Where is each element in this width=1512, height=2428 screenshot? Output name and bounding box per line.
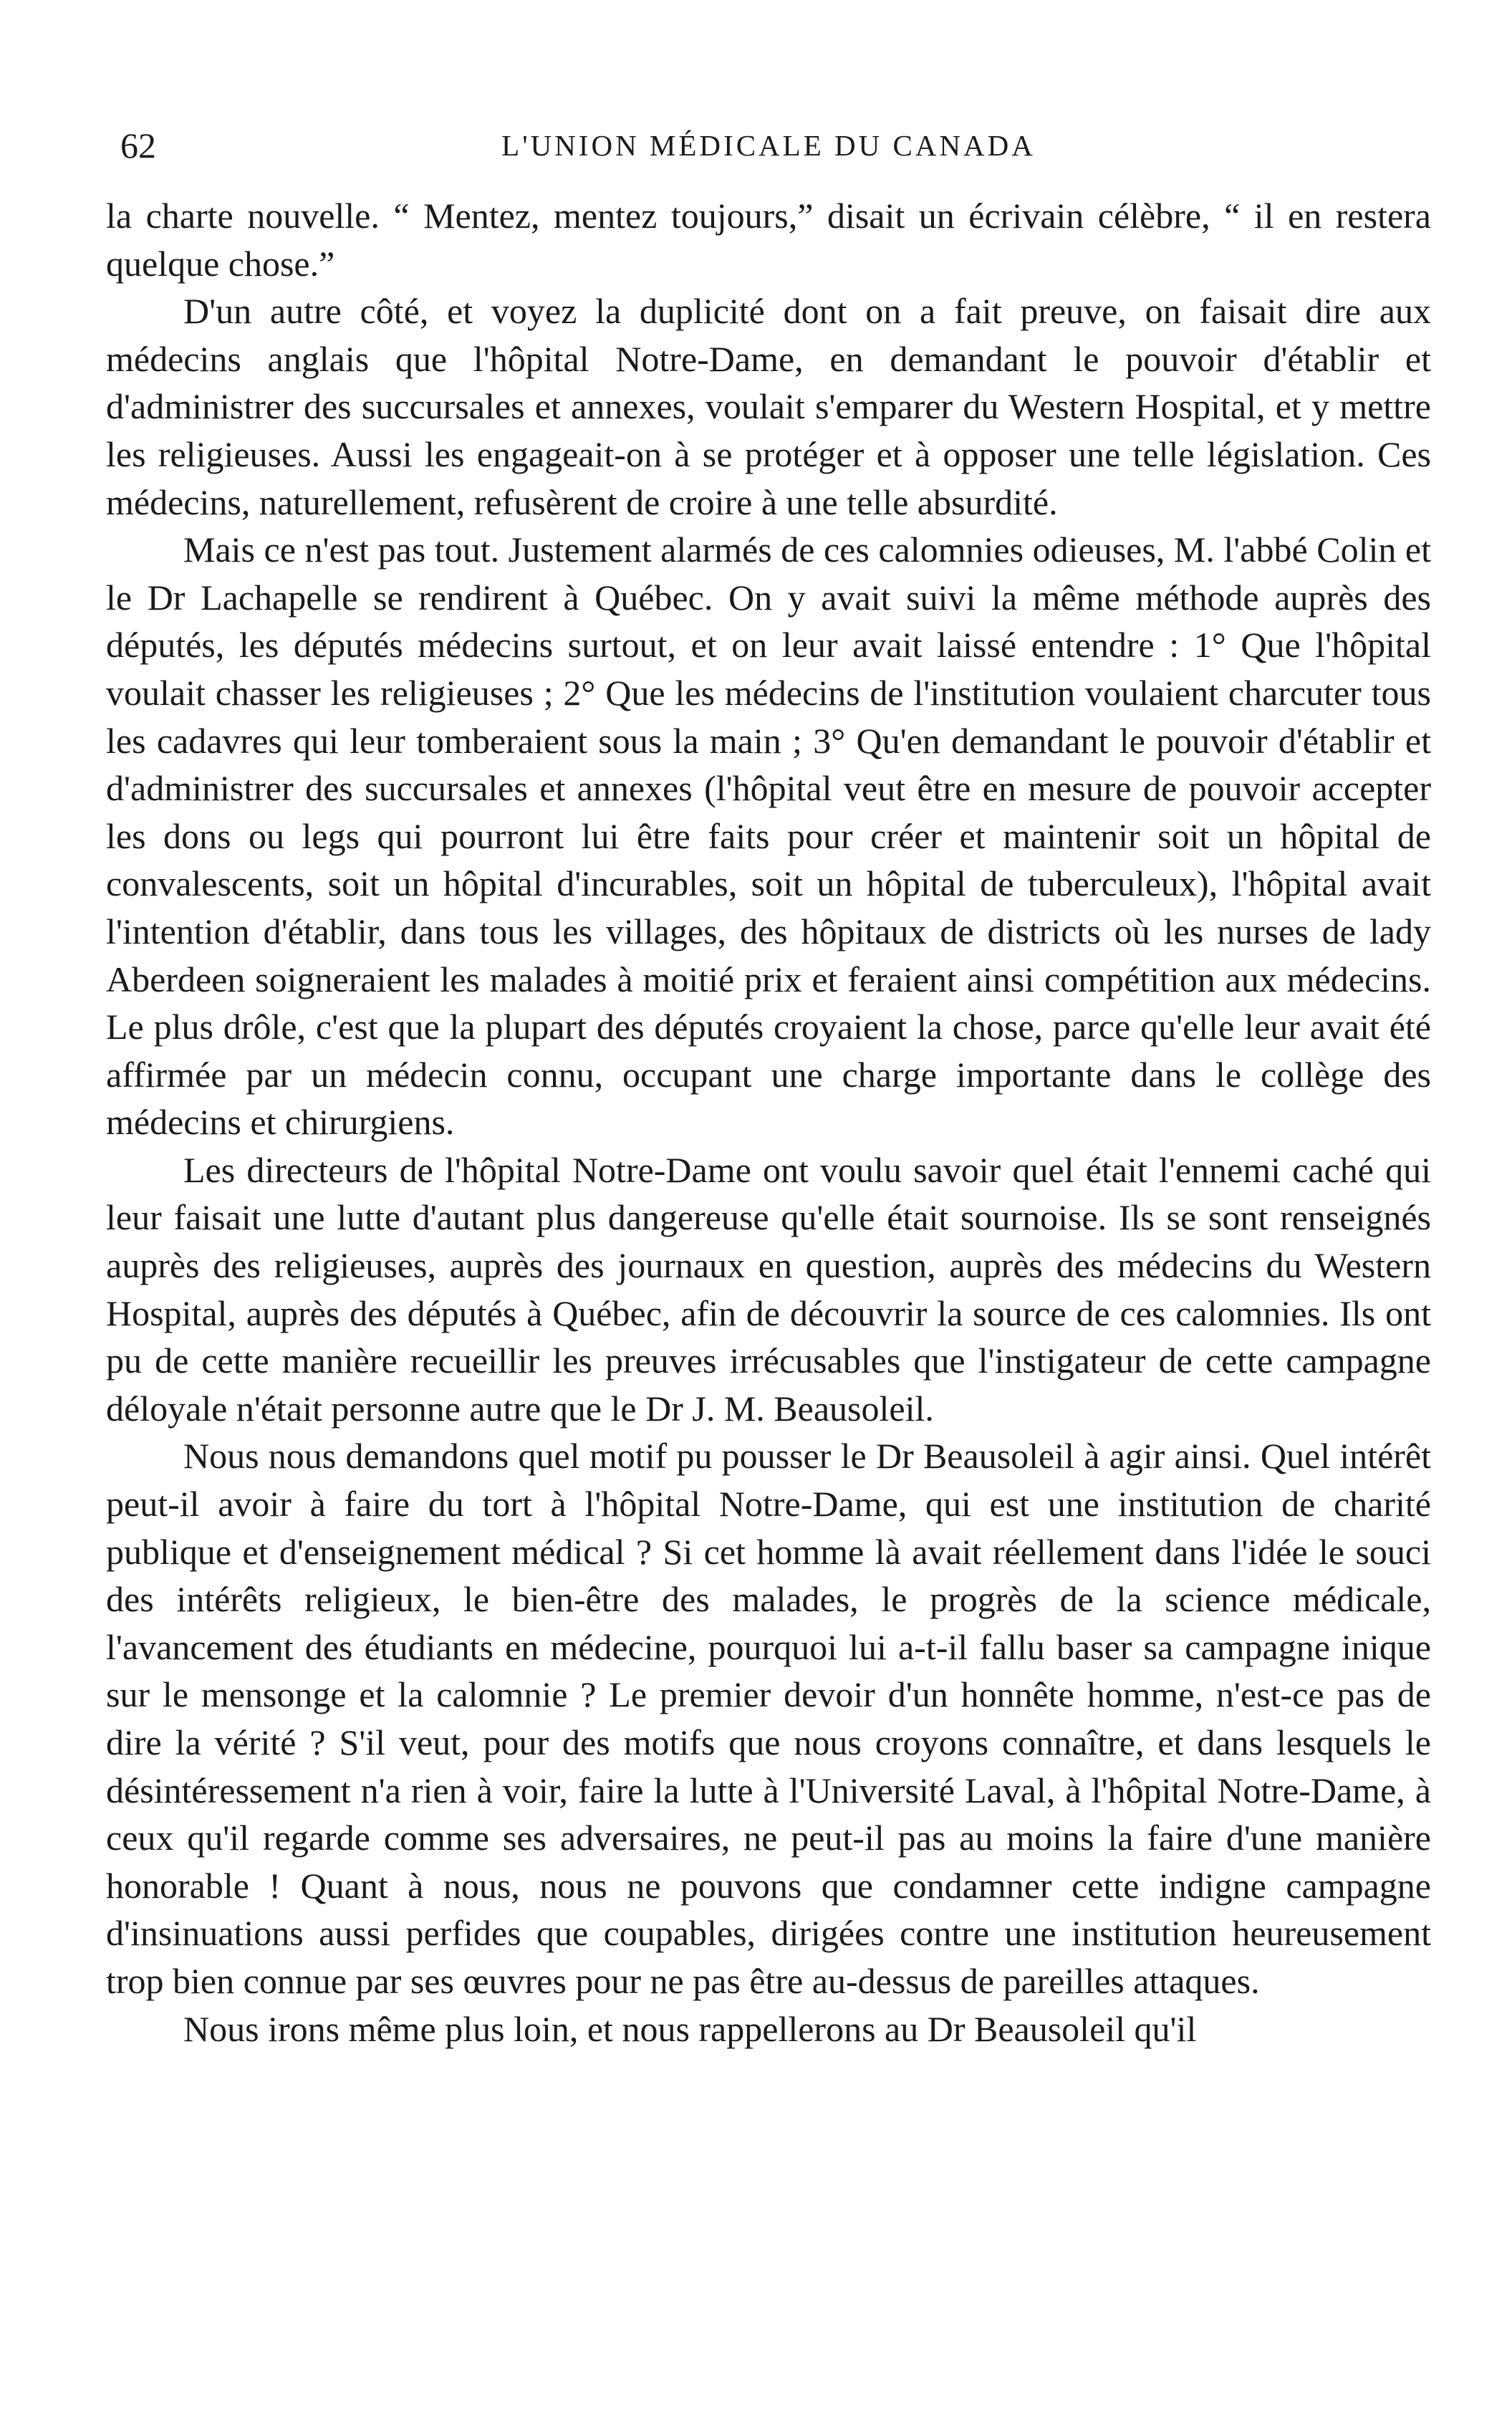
paragraph: Nous nous demandons quel motif pu pousser le Dr Beausoleil à agir ainsi. Quel intérêt peut-il avoir à faire du tort à l'hôpital Notre-Dame, qui est une institution de charité publique et d'enseignement médical ? Si cet homme là avait réellement dans l'idée le souci des intérêts religieux, le bien-être des malades, le progrès de la science médicale, l'avancement des étudiants en médecine, pourquoi lui a-t-il fallu baser sa campagne inique sur le mensonge et la calomnie ? Le premier devoir d'un honnête homme, n'est-ce pas de dire la vérité ? S'il veut, pour des motifs que nous croyons connaître, et dans lesquels le désintéressement n'a rien à voir, faire la lutte à l'Université Laval, à l'hôpital Notre-Dame, à ceux qu'il regarde comme ses adversaires, ne peut-il pas au moins la faire d'une manière honorable ! Quant à nous, nous ne pouvons que condamner cette indigne campagne d'insinuations aussi perfides que coupables, dirigées contre une institution heureusement trop bien connue par ses œuvres pour ne pas être au-dessus de pareilles attaques. <box>106 1436 1431 2001</box>
paragraph: D'un autre côté, et voyez la duplicité dont on a fait preuve, on faisait dire aux médecins anglais que l'hôpital Notre-Dame, en demandant le pouvoir d'établir et d'administrer des succursales et annexes, voulait s'emparer du Western Hospital, et y mettre les religieuses. Aussi les engageait-on à se protéger et à opposer une telle législation. Ces médecins, naturellement, refusèrent de croire à une telle absurdité. <box>106 291 1431 522</box>
page-number: 62 <box>120 125 156 165</box>
running-head <box>106 120 1431 171</box>
paragraph: la charte nouvelle. “ Mentez, mentez toujours,” disait un écrivain célèbre, “ il en restera quelque chose.” <box>106 196 1431 284</box>
article-body <box>106 192 1431 2053</box>
paragraph: Les directeurs de l'hôpital Notre-Dame ont voulu savoir quel était l'ennemi caché qui leur faisait une lutte d'autant plus dangereuse qu'elle était sournoise. Ils se sont renseignés auprès des religieuses, auprès des journaux en question, auprès des médecins du Western Hospital, auprès des députés à Québec, afin de découvrir la source de ces calomnies. Ils ont pu de cette manière recueillir les preuves irrécusables que l'instigateur de cette campagne déloyale n'était personne autre que le Dr J. M. Beausoleil. <box>106 1149 1431 1429</box>
paragraph: Mais ce n'est pas tout. Justement alarmés de ces calomnies odieuses, M. l'abbé Colin et le Dr Lachapelle se rendirent à Québec. On y avait suivi la même méthode auprès des députés, les députés médecins surtout, et on leur avait laissé entendre : 1° Que l'hôpital voulait chasser les religieuses ; 2° Que les médecins de l'institution voulaient charcuter tous les cadavres qui leur tomberaient sous la main ; 3° Qu'en demandant le pouvoir d'établir et d'administrer des succursales et annexes (l'hôpital veut être en mesure de pouvoir accepter les dons ou legs qui pourront lui être faits pour créer et maintenir soit un hôpital de convalescents, soit un hôpital d'incurables, soit un hôpital de tuberculeux), l'hôpital avait l'intention d'établir, dans tous les villages, des hôpitaux de districts où les nurses de lady Aberdeen soigneraient les malades à moitié prix et feraient ainsi compétition aux médecins. Le plus drôle, c'est que la plupart des députés croyaient la chose, parce qu'elle leur avait été affirmée par un médecin connu, occupant une charge importante dans le collège des médecins et chirurgiens. <box>106 529 1431 1143</box>
paragraph: Nous irons même plus loin, et nous rappellerons au Dr Beausoleil qu'il <box>183 2008 1197 2049</box>
journal-title: L'UNION MÉDICALE DU CANADA <box>501 129 1036 162</box>
